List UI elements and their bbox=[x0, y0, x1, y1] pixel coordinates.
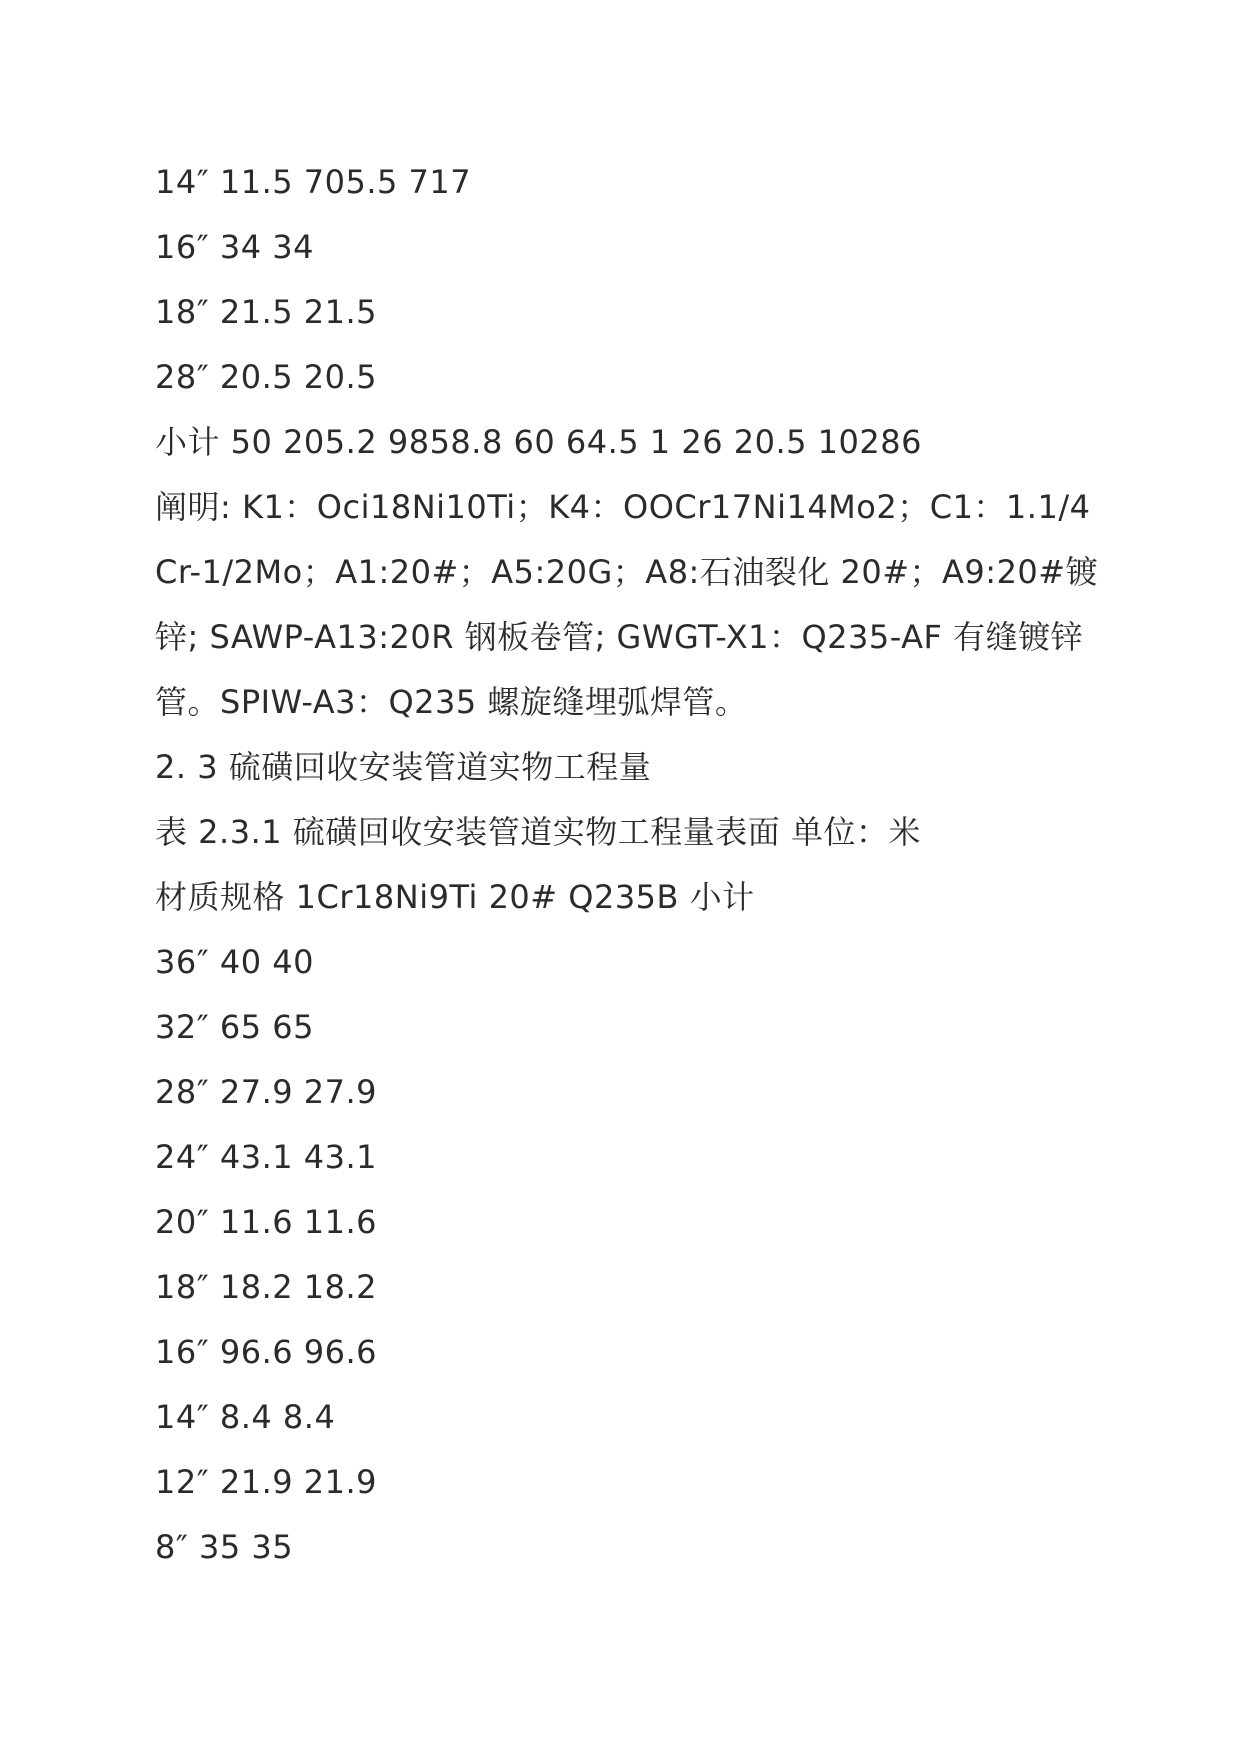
table-row: 8″ 35 35 bbox=[155, 1528, 294, 1566]
subtotal-row: 小计 50 205.2 9858.8 60 64.5 1 26 20.5 10286 bbox=[155, 423, 922, 461]
table-row: 28″ 27.9 27.9 bbox=[155, 1073, 378, 1111]
table-row: 36″ 40 40 bbox=[155, 943, 314, 981]
table-row: 18″ 21.5 21.5 bbox=[155, 293, 378, 331]
document-page bbox=[155, 150, 1100, 1580]
table-caption: 表 2.3.1 硫磺回收安装管道实物工程量表面 单位：米 bbox=[155, 813, 921, 851]
table-row: 12″ 21.9 21.9 bbox=[155, 1463, 378, 1501]
table-row: 20″ 11.6 11.6 bbox=[155, 1203, 378, 1241]
table-row: 24″ 43.1 43.1 bbox=[155, 1138, 378, 1176]
table-row: 28″ 20.5 20.5 bbox=[155, 358, 378, 396]
material-note: 阐明: K1：Oci18Ni10Ti；K4：OOCr17Ni14Mo2；C1：1.1/4Cr-1/2Mo；A1:20#；A5:20G；A8:石油裂化 20#；A9:20#镀锌; SAWP-A13:20R 钢板卷管; GWGT-X1：Q235-AF 有缝镀锌管。SPIW-A3：Q235 螺旋缝埋弧焊管。 bbox=[155, 488, 1099, 721]
table-row: 32″ 65 65 bbox=[155, 1008, 314, 1046]
table-row: 14″ 11.5 705.5 717 bbox=[155, 163, 472, 201]
table-row: 18″ 18.2 18.2 bbox=[155, 1268, 378, 1306]
table-row: 14″ 8.4 8.4 bbox=[155, 1398, 336, 1436]
table-row: 16″ 34 34 bbox=[155, 228, 314, 266]
section-heading: 2. 3 硫磺回收安装管道实物工程量 bbox=[155, 748, 652, 786]
table-header: 材质规格 1Cr18Ni9Ti 20# Q235B 小计 bbox=[155, 878, 755, 916]
table-row: 16″ 96.6 96.6 bbox=[155, 1333, 378, 1371]
